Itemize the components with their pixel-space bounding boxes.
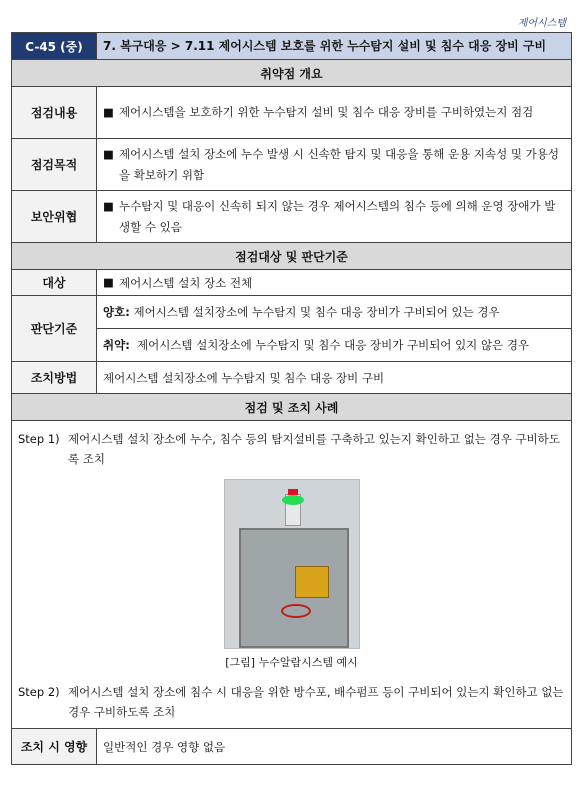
row-steps bbox=[12, 421, 572, 729]
threat-text: 누수탐지 및 대응이 신속히 되지 않는 경우 제어시스템의 침수 등에 의해 운영 장애가 발생할 수 있음 bbox=[119, 198, 556, 234]
bullet-square-icon: ■ bbox=[103, 105, 114, 119]
row-threat bbox=[12, 191, 572, 243]
row-purpose bbox=[12, 139, 572, 191]
good-text: 제어시스템 설치장소에 누수탐지 및 침수 대응 장비가 구비되어 있는 경우 bbox=[133, 305, 500, 319]
label-purpose: 점검목적 bbox=[12, 139, 97, 191]
impact-text: 일반적인 경우 영향 없음 bbox=[97, 729, 572, 765]
label-action: 조치방법 bbox=[12, 362, 97, 394]
row-action bbox=[12, 362, 572, 394]
step-1-text: 제어시스템 설치 장소에 누수, 침수 등의 탐지설비를 구축하고 있는지 확인하고 없는 경우 구비하도록 조치 bbox=[68, 432, 560, 466]
step-2 bbox=[18, 682, 565, 722]
leak-alarm-system-photo bbox=[224, 479, 360, 649]
row-impact bbox=[12, 729, 572, 765]
step-1-prefix: Step 1) bbox=[18, 432, 60, 446]
bullet-square-icon: ■ bbox=[103, 146, 114, 161]
weak-label: 취약: bbox=[103, 338, 130, 352]
bullet-square-icon: ■ bbox=[103, 198, 114, 213]
section-cases: 점검 및 조치 사례 bbox=[12, 394, 572, 421]
purpose-text: 제어시스템 설치 장소에 누수 발생 시 신속한 탐지 및 대응을 통해 운용 지속성 및 가용성을 확보하기 위함 bbox=[119, 146, 559, 182]
item-title: 7. 복구대응 > 7.11 제어시스템 보호를 위한 누수탐지 설비 및 침수 대응 장비 구비 bbox=[97, 33, 572, 60]
good-label: 양호: bbox=[103, 305, 130, 319]
label-judge: 판단기준 bbox=[12, 296, 97, 362]
figure-caption: [그림] 누수알람시스템 예시 bbox=[225, 656, 358, 669]
step-2-prefix: Step 2) bbox=[18, 685, 60, 699]
inspection-table bbox=[11, 32, 572, 765]
action-text: 제어시스템 설치장소에 누수탐지 및 침수 대응 장비 구비 bbox=[97, 362, 572, 394]
label-target: 대상 bbox=[12, 270, 97, 296]
step-2-text: 제어시스템 설치 장소에 침수 시 대응을 위한 방수포, 배수펌프 등이 구비되어 있는지 확인하고 없는 경우 구비하도록 조치 bbox=[68, 685, 564, 719]
content-text: 제어시스템을 보호하기 위한 누수탐지 설비 및 침수 대응 장비를 구비하였는지 점검 bbox=[119, 105, 534, 119]
bullet-square-icon: ■ bbox=[103, 274, 114, 289]
item-id: C-45 (중) bbox=[12, 33, 97, 60]
document-header-tag: 제어시스템 bbox=[517, 18, 566, 29]
row-target bbox=[12, 270, 572, 296]
row-content bbox=[12, 87, 572, 139]
row-judge bbox=[12, 296, 572, 362]
item-header-row bbox=[12, 33, 572, 60]
target-text: 제어시스템 설치 장소 전체 bbox=[119, 275, 253, 290]
label-impact: 조치 시 영향 bbox=[12, 729, 97, 765]
weak-text: 제어시스템 설치장소에 누수탐지 및 침수 대응 장비가 구비되어 있지 않은 경우 bbox=[137, 338, 530, 352]
section-overview: 취약점 개요 bbox=[12, 60, 572, 87]
step-1 bbox=[18, 429, 565, 469]
section-criteria: 점검대상 및 판단기준 bbox=[12, 243, 572, 270]
label-content: 점검내용 bbox=[12, 87, 97, 139]
label-threat: 보안위협 bbox=[12, 191, 97, 243]
